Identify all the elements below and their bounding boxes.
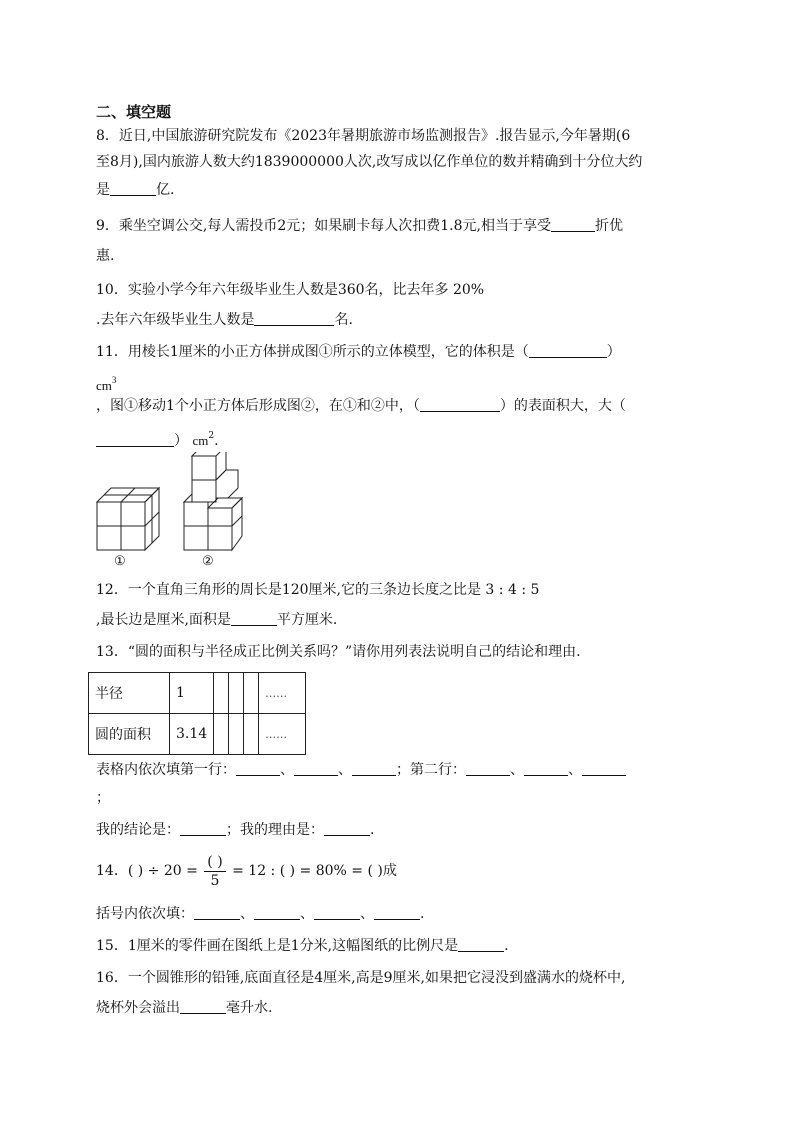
q11-figure-blank[interactable] <box>420 397 500 412</box>
q13-blank[interactable] <box>236 761 280 776</box>
q11-cm3-exp: 3 <box>111 375 117 385</box>
q13-line1: 13．“圆的面积与半径成正比例关系吗？”请你用列表法说明自己的结论和理由. <box>96 644 581 660</box>
q14-pre: 14．( ) ÷ 20 = <box>96 863 198 879</box>
figure-1-label: ① <box>114 554 126 569</box>
q13-fill-pre: 表格内依次填第一行： <box>96 762 236 778</box>
q15-line <box>96 936 509 956</box>
q13-concl-mid: ；我的理由是： <box>226 822 324 838</box>
q13-area-label: 圆的面积 <box>89 714 170 755</box>
q11-area-blank[interactable] <box>96 432 174 447</box>
q8-post3: 亿. <box>156 182 175 198</box>
q13-row2-sep: ；第二行： <box>396 762 466 778</box>
figure-2-label: ② <box>202 554 214 569</box>
q9-line1 <box>96 216 623 236</box>
q11-cm3-text: cm <box>96 378 112 393</box>
q16-answer-blank[interactable] <box>180 999 226 1014</box>
q11-post1: ） <box>606 344 621 360</box>
q14-line1 <box>96 852 397 890</box>
q13-cell[interactable] <box>244 673 259 714</box>
q12-post2: 平方厘米. <box>276 612 338 628</box>
q8-line1: 8．近日,中国旅游研究院发布《2023年暑期旅游市场监测报告》.报告显示,今年暑期(6 <box>96 128 631 144</box>
q15-answer-blank[interactable] <box>458 937 504 952</box>
q13-cell[interactable] <box>214 714 229 755</box>
sep: 、 <box>360 906 374 922</box>
q16-line1: 16．一个圆锥形的铅锤,底面直径是4厘米,高是9厘米,如果把它浸没到盛满水的烧杯中, <box>96 970 626 986</box>
q14-frac-den: 5 <box>210 872 220 889</box>
q11-line1 <box>96 342 621 362</box>
q11-line3 <box>96 396 626 416</box>
q11-pre1: 11．用棱长1厘米的小正方体拼成图①所示的立体模型，它的体积是（ <box>96 344 529 360</box>
q16-pre2: 烧杯外会溢出 <box>96 1000 180 1016</box>
q14-frac-num[interactable]: ( ) <box>204 853 225 872</box>
q12-pre2: ,最长边是厘米,面积是 <box>96 612 231 628</box>
q11-cm2-text: cm <box>192 433 209 448</box>
q9-pre: 9．乘坐空调公交,每人需投币2元；如果刷卡每人次扣费1.8元,相当于享受 <box>96 218 551 234</box>
q13-radius-1: 1 <box>170 673 214 714</box>
q13-end: . <box>370 822 375 838</box>
q13-reason-blank[interactable] <box>324 821 370 836</box>
cube-figure-1 <box>96 474 166 554</box>
q14-blank[interactable] <box>374 905 420 920</box>
q14-fraction <box>204 853 225 890</box>
q12-area-blank[interactable] <box>231 611 277 626</box>
q13-concl-pre: 我的结论是： <box>96 822 180 838</box>
q11-end4: . <box>214 433 219 449</box>
sep: 、 <box>338 762 352 778</box>
q14-fill-pre: 括号内依次填： <box>96 906 194 922</box>
q11-pre3: ，图①移动1个小正方体后形成图②，在①和②中，（ <box>96 398 420 414</box>
q14-end: . <box>420 906 425 922</box>
q10-answer-blank[interactable] <box>254 311 334 326</box>
q13-cell[interactable] <box>229 673 244 714</box>
q10-line2 <box>96 310 353 330</box>
q10-post2: 名. <box>334 312 353 328</box>
q16-post2: 毫升水. <box>226 1000 273 1016</box>
sep: 、 <box>300 906 314 922</box>
q13-area-1: 3.14 <box>170 714 214 755</box>
q14-blank[interactable] <box>194 905 240 920</box>
q13-semicolon: ； <box>96 790 110 806</box>
q13-blank[interactable] <box>524 761 568 776</box>
q13-cell[interactable] <box>244 714 259 755</box>
q14-post: = 12 : ( ) = 80% = ( )成 <box>232 863 397 879</box>
q13-blank[interactable] <box>294 761 338 776</box>
q9-line2: 惠. <box>96 248 115 264</box>
q11-line4 <box>96 426 219 451</box>
q10-pre2: .去年六年级毕业生人数是 <box>96 312 255 328</box>
q11-cm2-exp: 2 <box>208 431 215 441</box>
q9-post: 折优 <box>594 218 623 234</box>
q13-radius-label: 半径 <box>89 673 170 714</box>
q11-mid3: ）的表面积大，大（ <box>499 398 626 414</box>
q11-unit-cm3 <box>96 370 116 396</box>
q9-answer-blank[interactable] <box>551 217 595 232</box>
section-title: 二、填空题 <box>96 103 172 121</box>
q11-volume-blank[interactable] <box>529 343 607 358</box>
q13-cell[interactable] <box>214 673 229 714</box>
q13-conclusion-line <box>96 820 374 840</box>
sep: 、 <box>240 906 254 922</box>
cube-figure-2 <box>182 452 254 554</box>
q13-fill-line <box>96 760 626 780</box>
q10-line1: 10．实验小学今年六年级毕业生人数是360名，比去年多 20% <box>96 282 485 298</box>
q13-area-more: …… <box>259 714 306 755</box>
q8-line2: 至8月),国内旅游人数大约1839000000人次,改写成以亿作单位的数并精确到十分位大约 <box>96 154 643 170</box>
q13-table <box>88 672 306 755</box>
q14-blank[interactable] <box>254 905 300 920</box>
q15-pre: 15．1厘米的零件画在图纸上是1分米,这幅图纸的比例尺是 <box>96 938 459 954</box>
q14-fill-line <box>96 904 424 924</box>
q14-blank[interactable] <box>314 905 360 920</box>
q15-end: . <box>504 938 509 954</box>
q16-line2 <box>96 998 272 1018</box>
sep: 、 <box>280 762 294 778</box>
q11-post4: ） <box>174 433 188 449</box>
sep: 、 <box>568 762 582 778</box>
table-row <box>89 714 306 755</box>
q13-blank[interactable] <box>466 761 510 776</box>
q13-radius-more: …… <box>259 673 306 714</box>
q13-blank[interactable] <box>582 761 626 776</box>
q12-line2 <box>96 610 337 630</box>
q8-answer-blank[interactable] <box>110 181 156 196</box>
q8-line3 <box>96 180 174 200</box>
q13-blank[interactable] <box>352 761 396 776</box>
q12-line1: 12．一个直角三角形的周长是120厘米,它的三条边长度之比是 3 : 4 : 5 <box>96 582 540 598</box>
sep: 、 <box>510 762 524 778</box>
q13-cell[interactable] <box>229 714 244 755</box>
q8-pre3: 是 <box>96 182 110 198</box>
table-row <box>89 673 306 714</box>
q13-conclusion-blank[interactable] <box>180 821 226 836</box>
